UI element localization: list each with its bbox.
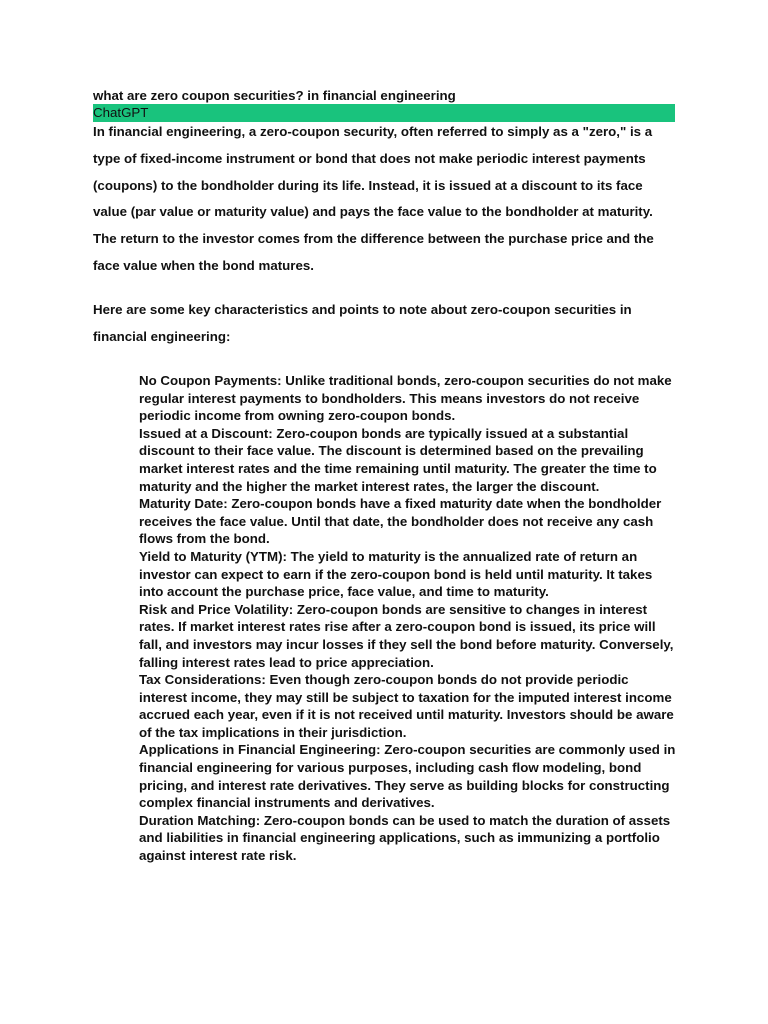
speaker-label: ChatGPT xyxy=(93,105,149,120)
list-item-duration-matching: Duration Matching: Zero-coupon bonds can be used to match the duration of assets and liabilities in financial engineering applications, such as immunizing a portfolio against interest rate risk. xyxy=(139,812,671,864)
list-item-issued-at-discount: Issued at a Discount: Zero-coupon bonds are typically issued at a substantial discount to their face value. The discount is determined based on the prevailing market interest rates and the time remaining until maturity. The greater the time to maturity and the higher the market interest rates, the larger the discount. xyxy=(139,425,657,494)
intro-paragraph: In financial engineering, a zero-coupon security, often referred to simply as a "zero," is a type of fixed-income instrument or bond that does not make periodic interest payments (coupons) to the bondholder during its life. Instead, it is issued at a discount to its face value (par value or maturity value) and pays the face value to the bondholder at maturity. The return to the investor comes from the difference between the purchase price and the face value when the bond matures. xyxy=(93,124,654,273)
characteristics-list xyxy=(139,372,679,865)
answer-body xyxy=(93,119,678,350)
list-item-applications: Applications in Financial Engineering: Zero-coupon securities are commonly used in financial engineering for various purposes, including cash flow modeling, bond pricing, and interest rate derivatives. They serve as building blocks for constructing complex financial instruments and derivatives. xyxy=(139,742,676,811)
lead-in-paragraph: Here are some key characteristics and points to note about zero-coupon securities in financial engineering: xyxy=(93,301,632,344)
list-item-risk-price-volatility: Risk and Price Volatility: Zero-coupon bonds are sensitive to changes in interest rates. If market interest rates rise after a zero-coupon bond is issued, its price will fall, and investors may incur losses if they sell the bond before maturity. Conversely, falling interest rates lead to price appreciation. xyxy=(139,601,674,670)
list-item-maturity-date: Maturity Date: Zero-coupon bonds have a fixed maturity date when the bondholder receives the face value. Until that date, the bondholder does not receive any cash flows from the bond. xyxy=(139,496,662,547)
list-item-no-coupon-payments: No Coupon Payments: Unlike traditional bonds, zero-coupon securities do not make regular interest payments to bondholders. This means investors do not receive periodic income from owning zero-coupon bonds. xyxy=(139,373,672,424)
user-question: what are zero coupon securities? in financial engineering xyxy=(93,88,456,103)
list-item-tax-considerations: Tax Considerations: Even though zero-coupon bonds do not provide periodic interest income, they may still be subject to taxation for the imputed interest income accrued each year, even if it is not received until maturity. Investors should be aware of the tax implications in their jurisdiction. xyxy=(139,672,674,740)
list-item-yield-to-maturity: Yield to Maturity (YTM): The yield to maturity is the annualized rate of return an investor can expect to earn if the zero-coupon bond is held until maturity. It takes into account the purchase price, face value, and time to maturity. xyxy=(139,548,653,600)
